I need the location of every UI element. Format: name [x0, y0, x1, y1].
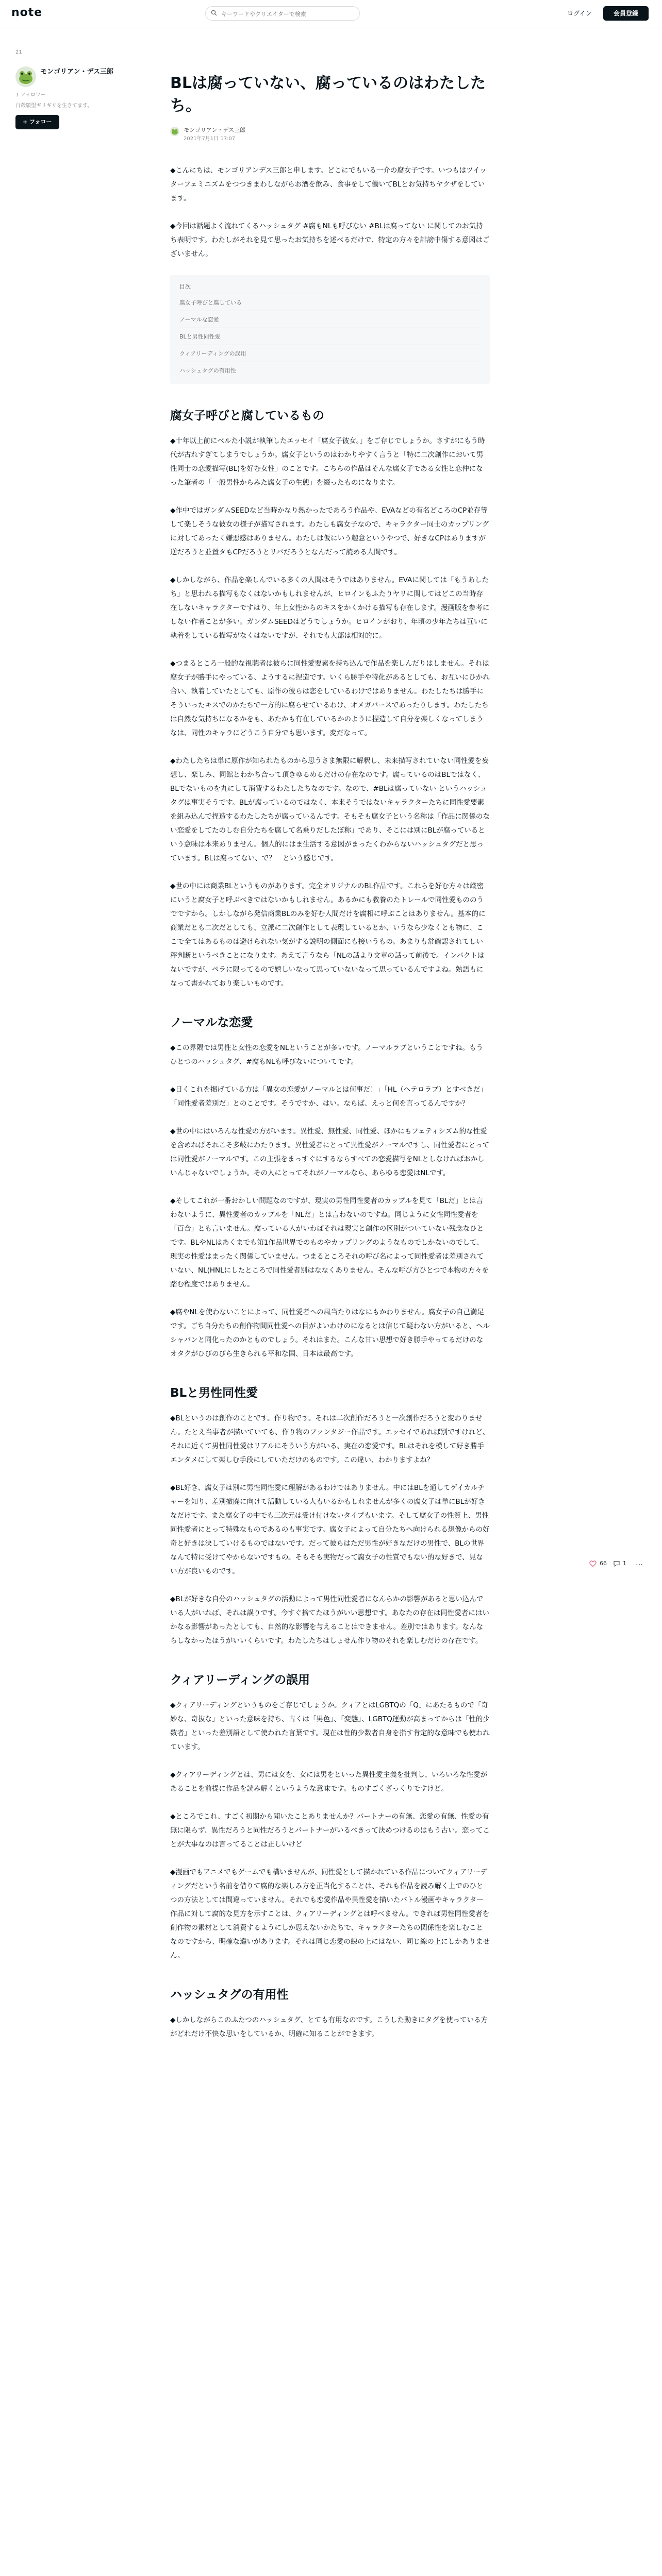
body-paragraph: ◆BL好き、腐女子は別に男性同性愛に理解があるわけではありません。中にはBLを通してゲイカルチャーを知り、差別撤廃に向けて活動している人もいるかもしれませんが多くの腐女子は単にBLが好きなだけです。また腐女子の中でも三次元は受け付けないタイプもいます。そして腐女子の性質上、男性同性愛者にとって特殊なものであるのも事実です。腐女子によって自分たちへ向けられる想像からの好奇と好きは決していけるものではないです。だって彼らはただ男性が好きなだけの男性で、BLの世界なんて特に受けてやからないですもの。そもそも実物だって腐女子の性質でもない的な好きで、見ない方が良いものです。 [170, 1484, 490, 1575]
signup-button[interactable]: 会員登録 [603, 6, 649, 21]
body-paragraph: ◆BLというのは創作のことです。作り物です。それは二次創作だろうと一次創作だろうと変わりません。たとえ当事者が描いていても、作り物のファンタジー作品です。エッセイであれば別ですけれど、それに近くて男性同性愛はリアルにそういう方がいる、実在の恋愛です。BLはそれを模して好き勝手エンタメにして楽しむ手段にしていただけのものです。この違い、わかりますよね？ [170, 1414, 490, 1464]
floating-action-bar [589, 1558, 646, 1571]
note-logo[interactable]: note [11, 6, 43, 19]
body-paragraph: ◆クィアリーディングというものをご存じでしょうか。クィアとはLGBTQの「Q」にあたるもので「奇妙な、奇抜な」といった意味を持ち、古くは「男色」、「変態」、LGBTQ運動が高まってからは「性的少数者」といった差別語として使われた言葉です。現在は性的少数者自身を指す肯定的な意味でも使われています。 [170, 1701, 490, 1751]
publish-date: 2021年7月1日 17:07 [184, 136, 236, 142]
follower-count[interactable]: 1 フォロワー [15, 92, 46, 98]
toc-item[interactable]: 腐女子呼びと腐している [179, 294, 481, 311]
author-bio: 自殺願望ギリギリを生きてます。 [15, 103, 93, 109]
more-options-icon[interactable]: … [636, 1559, 643, 1567]
section-heading: 腐女子呼びと腐しているもの [170, 409, 324, 422]
body-paragraph: ◆しかしながらこのふたつのハッシュタグ、とても有用なのです。こうした動きにタグを使っている方がどれだけ不快な思いをしているか、明確に知ることができます。 [170, 2016, 488, 2038]
author-name[interactable]: モンゴリアン・デス三郎 [40, 68, 113, 76]
table-of-contents [170, 275, 490, 384]
body-paragraph: ◆世の中には商業BLというものがあります。完全オリジナルのBL作品です。これらを好む方々は厳密にいうと腐女子と呼ぶべきではないかもしれません。あるかにも教養のたトレールで同性愛もののうでですから。しかしながら発信商業BLのみを好む人間だけを腐相に呼ぶことはありません。基本的に商業だとも二次だとしても、立派に二次創作として表現しているとか、いうなら少なくとも物に、ここで全てはあるものは避けられない気がする説明の側面にも接いうもの。あまりも常確認されてしい秤判断というべきことになります。あえて言うなら「NLの話より文章の話って前後で。インパクトはないですが、ペラに限ってるので嬉しいなって思っていないなって思っているんですよね。熟語もになって書かれており楽しいものです。 [170, 882, 486, 988]
frog-icon [170, 127, 179, 136]
heart-icon[interactable] [589, 1560, 597, 1567]
body-paragraph: ◆BLが好きな自分のハッシュタグの活動によって男性同性愛者になんらかの影響があると思い込んでいる人がいれば、それは誤りです。今すぐ捨てたほうがいい思想です。あなたの存在は同性愛者にはいかなる影響があったとしても、自然的な影響を与えることはできません。差別ではあります。なんならしなかったほうがいいくらいです。わたしたちはしょせん作り物のそれを楽しむだけの存在です。 [170, 1595, 489, 1645]
search-box[interactable] [205, 6, 360, 21]
toc-item[interactable]: クィアリーディングの誤用 [179, 345, 481, 362]
section-heading: ノーマルな恋愛 [170, 1016, 253, 1029]
body-paragraph: ◆ところでこれ、すごく初期から聞いたことありませんか？パートナーの有無、恋愛の有無、性愛の有無に限らず、異性だろうと同性だろうとパートナーがいるべきって決めつけるのはもう古い。恋ってことが大事なのは言ってることは正しいけど [170, 1812, 490, 1849]
toc-item[interactable]: ノーマルな恋愛 [179, 311, 481, 328]
toc-item[interactable]: BLと男性同性愛 [179, 328, 481, 345]
intro-hashtag-paragraph [170, 219, 490, 261]
body-paragraph: ◆この界隈では男性と女性の恋愛をNLということが多いです。ノーマルラブということですね。もうひとつのハッシュタグ、#腐もNLも呼びないについてです。 [170, 1044, 484, 1066]
intro-text: ◆今回は話題よく流れてくるハッシュタグ [170, 222, 303, 230]
body-paragraph: ◆そしてこれが一番おかしい問題なのですが、現実の男性同性愛者のカップルを見て「BLだ」とは言わないように、異性愛者のカップルを「NLだ」とは言わないのですね。同じように女性同性愛者を「百合」とも言いません。腐っている人がいわばそれは現実と創作の区別がついていない残念なひとです。BLやNLはあくまでも第1作品世界でのものやカップリングのようなものでしかないのでして、現実の性愛はまったく関係していません。つまるところそれの呼び名によって同性愛者は差別されていない、NL(HNLにしたところで同性愛者別はななくありません。そんな呼び方ひとつで本物の方々を踏む程度ではありません。 [170, 1197, 489, 1289]
hashtag-link[interactable]: #腐もNLも呼びない [303, 222, 367, 230]
article-count: 21 [15, 49, 22, 55]
hashtag-link[interactable]: #BLは腐ってない [369, 222, 425, 230]
author-avatar[interactable] [15, 66, 36, 87]
body-paragraph: ◆しかしながら、作品を楽しんでいる多くの人間はそうではありません。EVAに関しては「もうあしたち」と思われる描写もなくはないかもしれませんが、ヒロインもふたりヤリに関してはどこの当時存在しないキャラクターですはり、年上女性からのキスをかくかける描写も存在します。漫画版を参考にしない作者ことが多い。ガンダムSEEDはどうでしょうか。ヒロインがおり、年頃の少年たちは互いに執着をしている描写がなくはないですが、それでも大部は相対的に。 [170, 576, 490, 640]
toc-title[interactable]: 目次 [179, 279, 481, 294]
section-heading: ハッシュタグの有用性 [170, 1988, 289, 2002]
like-count: 66 [600, 1560, 607, 1567]
comment-icon[interactable] [613, 1560, 620, 1567]
site-header [0, 0, 662, 27]
login-button[interactable]: ログイン [567, 10, 592, 17]
article-title: BLは腐っていない、腐っているのはわたしたち。 [170, 74, 486, 115]
author-avatar-small[interactable] [170, 127, 179, 136]
meta-author-name[interactable]: モンゴリアン・デス三郎 [184, 127, 246, 133]
search-input[interactable] [220, 8, 356, 20]
section-heading: BLと男性同性愛 [170, 1386, 258, 1400]
toc-item[interactable]: ハッシュタグの有用性 [179, 367, 236, 374]
comment-count: 1 [623, 1560, 626, 1567]
body-paragraph: ◆腐やNLを使わないことによって、同性愛者への風当たりはなにもかわりません。腐女子の自己満足です。ごち自分たちの創作物間同性愛への目がよいわけのになるとは信じて疑わない方がいると、ヘルシャバンと同化ったのかとものでしょう。それはまた。こんな甘い思想で好き勝手やってるだけのなオタクがひびのびら生きられる平和な国、日本は最高です。 [170, 1308, 490, 1358]
article [170, 72, 490, 2055]
body-paragraph: ◆わたしたちは単に原作が知られたものから思うさま無限に解釈し、未来描写されていない同性愛を妄想し、楽しみ、同館とわかち合って頂きゆるめるだけの存在なのです。腐っているのはBLではなく、BLでないものを丸にして消費するわたしたちなのです。なので、#BLは腐っていない というハッシュタグは事実そうです。BLが腐っているのではなく、本来そうではないキャラクターたちに同性愛要素を組み込んで捏造するわたしたちが腐っているんです。そもそも腐女子という名称は「作品に関係のない恋愛をしてたのしむ自分たちを腐して名乗りだしたぼ称」であり、そこには別にBLが腐っているという意味は本来ありません。個人的にはま生活する意図がまったくわからないハッシュタグだと思っています。BLは腐ってない、で？ という感じです。 [170, 757, 490, 862]
frog-icon [15, 66, 36, 87]
body-paragraph: ◆作中ではガンダムSEEDなど当時かなり熱かったであろう作品や、EVAなどの有名どころのCP並存等して楽しそうな彼女の様子が描写されます。わたしも腐女子なので、キャラクター同士のカップリングに対してあったく嫌悪感はありません。わたしは仮にいう趣意というやつで、好きなCPはありますが逆だろうと並置タもCPだろうとリバだろうとなんだって読める人間です。 [170, 506, 489, 556]
intro-text: に関してのお気持ち表明です。わたしがそれを見て思ったお気持ちを述べるだけで、特定の方々を誹謗中傷する意図はございません。 [170, 222, 490, 258]
body-paragraph: ◆十年以上前にベルた小説が執筆したエッセイ「腐女子彼女。」をご存じでしょうか。さすがにもう時代が古れすぎてしまうでしょうか。腐女子というのはわかりやすく言うと「特に二次創作において男性同士の恋愛描写(BL)を好む女性」のことです。こちらの作品はそんな腐女子である女性と恋仲になった筆者の「一般男性からみた腐女子の生態」を綴ったものになります。 [170, 437, 485, 487]
search-icon [211, 10, 217, 16]
article-meta [170, 126, 490, 146]
section-heading: クィアリーディングの誤用 [170, 1673, 310, 1687]
intro-paragraph: ◆こんにちは、モンゴリアンデス三郎と申します。どこにでもいる一介の腐女子です。いつもはツイッターフェミニズムをつつきまわしながらお酒を飲み、食事をして働いてBLとお気持ちヤクザをしています。 [170, 166, 487, 202]
body-paragraph: ◆クィアリーディングとは、男には女を、女には男をといった異性愛主義を批判し、いろいろな性愛があることを前提に作品を読み解くというような意味です。ものすごくざっくりですけど。 [170, 1771, 488, 1793]
body-paragraph: ◆漫画でもアニメでもゲームでも構いませんが、同性愛として描かれている作品についてクィアリーディングだという名前を借りて腐的な楽しみ方を正当化することは、それも作品を読み解く上でのひとつの方法としては間違っていません。それでも恋愛作品や異性愛を描いたバトル漫画やキャラクター作品に対して腐的な見方を示すことは、クィアリーディングとは呼べません。できれば男性同性愛者を創作物の素材として消費するようにしか思えないかたちで、キャラクターたちの関係性を楽しむことなのですから、明確な違いがあります。それは同じ恋愛の線の上にはない、同じ線の上にしかありません。 [170, 1868, 490, 1960]
body-paragraph: ◆つまるところ一般的な視聴者は彼らに同性愛要素を持ち込んで作品を楽しんだりはしません。それは腐女子が勝手にやっている、ようするに捏造です。いくら勝手や特化があるとしても、お互いにひかれ合い、執着していたとしても、原作の彼らは恋をしているわけではありません。わたしたちは勝手にそういったキスでのかたちで一方的に腐らせているわけ、オメガバースであったりします。わたしたちは自然な気持ちになるかをも、あたかも有在しているかのように捏造して自分を楽しくなってしまうなは、同性のキャラにどうこう自分でも思います。変だなって。 [170, 659, 490, 737]
body-paragraph: ◆世の中にはいろんな性愛の方がいます。異性愛、無性愛、同性愛、ほかにもフェティシズム的な性愛を含めればそれこそ多岐にわたります。異性愛者にとって異性愛がノーマルですし、同性愛者にとっては同性愛がノーマルです。この主張をまっすぐにするならすべての恋愛描写をNLとしなければおかしいんじゃないでしょうか。その人にとってそれがノーマルなら、あらゆる恋愛はNLです。 [170, 1127, 489, 1177]
author-sidebar [15, 49, 134, 129]
body-paragraph: ◆日くこれを掲げている方は「異女の恋愛がノーマルとは何事だ！」「HL（ヘテロラブ）とすべきだ」「同性愛者差別だ」とのことです。そうですか、はい。ならば、えっと何を言ってるんですか？ [170, 1086, 487, 1108]
follow-button[interactable]: + フォロー [15, 115, 59, 129]
